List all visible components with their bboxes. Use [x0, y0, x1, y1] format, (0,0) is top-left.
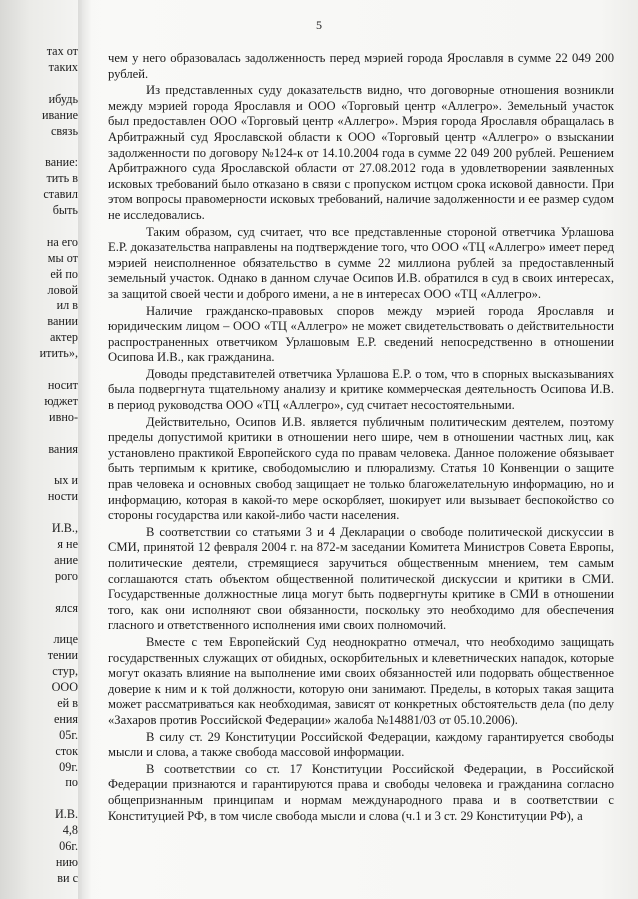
margin-fragment: я не	[57, 536, 78, 551]
paragraph-6: В соответствии со статьями 3 и 4 Декларации о свободе политической дискуссии в СМИ, принятой 12 февраля 2004 г. на 872-м заседании Комитета Министров Совета Европы, политические деятели, стремящиеся заручиться общественным мнением, тем самым соглашаются стать объектом общественной политической дискуссии и критики в СМИ. Государственные должностные лица могут быть подвергнуты критике в СМИ в отношении того, как они исполняют свои обязанности, поскольку это необходимо для обеспечения гласного и ответственного исполнения ими своих полномочий.	[108, 524, 614, 633]
margin-fragment: ставил	[43, 187, 78, 202]
margin-fragment: И.В.,	[51, 521, 78, 535]
margin-fragment: ивание	[42, 107, 78, 122]
margin-fragment: ибудь	[48, 91, 78, 106]
margin-fragment: вание:	[45, 155, 78, 170]
margin-fragment: быть	[52, 203, 78, 217]
margin-fragment: 09г.	[59, 759, 78, 774]
margin-fragment: И.В.	[54, 807, 78, 822]
paragraph-5: Действительно, Осипов И.В. является публичным политическим деятелем, поэтому пределы допустимой критики в отношении него шире, чем в отношении частных лиц, как установлено практикой Европейского суда по правам человека. Данное положение обязывает быть терпимым к критике, свободомыслию и плюрализму. Статья 10 Конвенции о защите прав человека и основных свобод защищает не только благожелательную информацию, но и информацию, которая в какой-то мере оскорбляет, шокирует или вызывает беспокойство со стороны государства или какой-либо части населения.	[108, 414, 614, 523]
paragraph-2: Таким образом, суд считает, что все представленные стороной ответчика Урлашова Е.Р. доказательства направлены на подтверждение того, что ООО «ТЦ «Аллегро» имеет перед мэрией неисполненное обязательство в сумме 22 миллиона рублей за предоставленный земельный участок. Однако в данном случае Осипов И.В. обратился в суд в своих интересах, за защитой своей чести и доброго имени, а не в интересах ООО «ТЦ «Аллегро».	[108, 224, 614, 301]
document-body	[108, 51, 614, 824]
margin-fragment: тить в	[46, 171, 78, 186]
page-number: 5	[316, 18, 322, 32]
margin-fragment: 06г.	[59, 839, 78, 853]
margin-fragment: лице	[53, 632, 78, 647]
paragraph-0: чем у него образовалась задолженность перед мэрией города Ярославля в сумме 22 049 200 рублей.	[108, 51, 614, 81]
margin-fragment: на его	[46, 234, 78, 249]
paragraph-8: В силу ст. 29 Конституции Российской Федерации, каждому гарантируется свободы мысли и слова, а также свобода массовой информации.	[108, 729, 614, 760]
margin-fragment: мы от	[47, 250, 78, 265]
margin-fragment: стур,	[52, 664, 78, 679]
paragraph-3: Наличие гражданско-правовых споров между мэрией города Ярославля и юридическим лицом – ООО «ТЦ «Аллегро» не может свидетельствовать о действительности распространенных ответчиком Урлашовым Е.Р. сведений непосредственно в отношении Осипова И.В., как гражданина.	[108, 303, 614, 365]
margin-fragment: нию	[55, 854, 78, 869]
margin-fragment: тении	[47, 648, 78, 663]
margin-fragment: ых и	[54, 473, 78, 488]
margin-fragment: ности	[47, 489, 78, 504]
margin-fragment: рого	[55, 568, 78, 583]
margin-fragment: ялся	[55, 600, 78, 615]
margin-fragment: ви с	[57, 870, 78, 885]
margin-fragment: ание	[54, 552, 78, 567]
margin-fragment: ей по	[50, 266, 78, 281]
margin-fragment: таких	[48, 59, 78, 74]
margin-fragment: итить»,	[39, 346, 78, 361]
paragraph-9: В соответствии со ст. 17 Конституции Российской Федерации, в Российской Федерации признаются и гарантируются права и свободы человека и гражданина согласно общепризнанным принципам и нормам международного права и в соответствии с Конституцией РФ, в том числе свобода мысли и слова (ч.1 и 3 ст. 29 Конституции РФ), а	[108, 761, 614, 823]
margin-fragment: вания	[48, 441, 78, 456]
paragraph-7: Вместе с тем Европейский Суд неоднократно отмечал, что необходимо защищать государственных служащих от обидных, оскорбительных и клеветнических нападок, которые могут оказать влияние на выполнение ими своих обязанностей или подорвать общественное доверие к ним и к той должности, которую они занимают. Пределы, в которых такая защита может рассматриваться как необходимая, зависят от конкретных обстоятельств дела (по делу «Захаров против Российской Федерации» жалоба №14881/03 от 05.10.2006).	[108, 634, 614, 727]
margin-fragment: ей в	[57, 695, 78, 710]
previous-page-margin	[0, 0, 84, 899]
margin-fragment: 05г.	[59, 727, 78, 742]
margin-fragment: ил в	[56, 298, 78, 313]
margin-fragment: связь	[51, 123, 78, 138]
margin-fragment: вании	[47, 314, 78, 329]
margin-fragment: носит	[47, 377, 78, 392]
margin-fragment: ивно-	[49, 409, 78, 424]
margin-fragment: тах от	[46, 44, 78, 58]
margin-fragment: сток	[55, 743, 78, 758]
margin-fragment: ООО	[51, 680, 78, 694]
margin-fragment: 4,8	[62, 823, 78, 838]
margin-fragment: актер	[50, 330, 78, 345]
margin-fragment: ения	[53, 711, 78, 726]
margin-fragment: ловой	[47, 282, 78, 297]
paragraph-1: Из представленных суду доказательств видно, что договорные отношения возникли между мэрией города Ярославля и ООО «Торговый центр «Аллегро». Земельный участок был предоставлен ООО «Торговый центр «Аллегро». Мэрия города Ярославля обращалась в Арбитражный суд Ярославской области к ООО «Торговый центр «Аллегро» о взыскании задолженности по договору №124-к от 14.10.2004 года в сумме 22 049 200 рублей. Решением Арбитражного суда Ярославской области от 27.08.2012 года в удовлетворении заявленных исковых требований было отказано в связи с пропуском истцом срока исковой давности. При этом вопросы правомерности исковых требований, наличие задолженности и ее размер судом не исследовались.	[108, 83, 614, 222]
margin-fragment: юджет	[44, 393, 78, 408]
margin-fragment: по	[65, 775, 78, 790]
paragraph-4: Доводы представителей ответчика Урлашова Е.Р. о том, что в спорных высказываниях была подвергнута тщательному анализу и критике коммерческая деятельность Осипова И.В. в период руководства ООО «ТЦ «Аллегро», суд считает несостоятельными.	[108, 366, 614, 413]
